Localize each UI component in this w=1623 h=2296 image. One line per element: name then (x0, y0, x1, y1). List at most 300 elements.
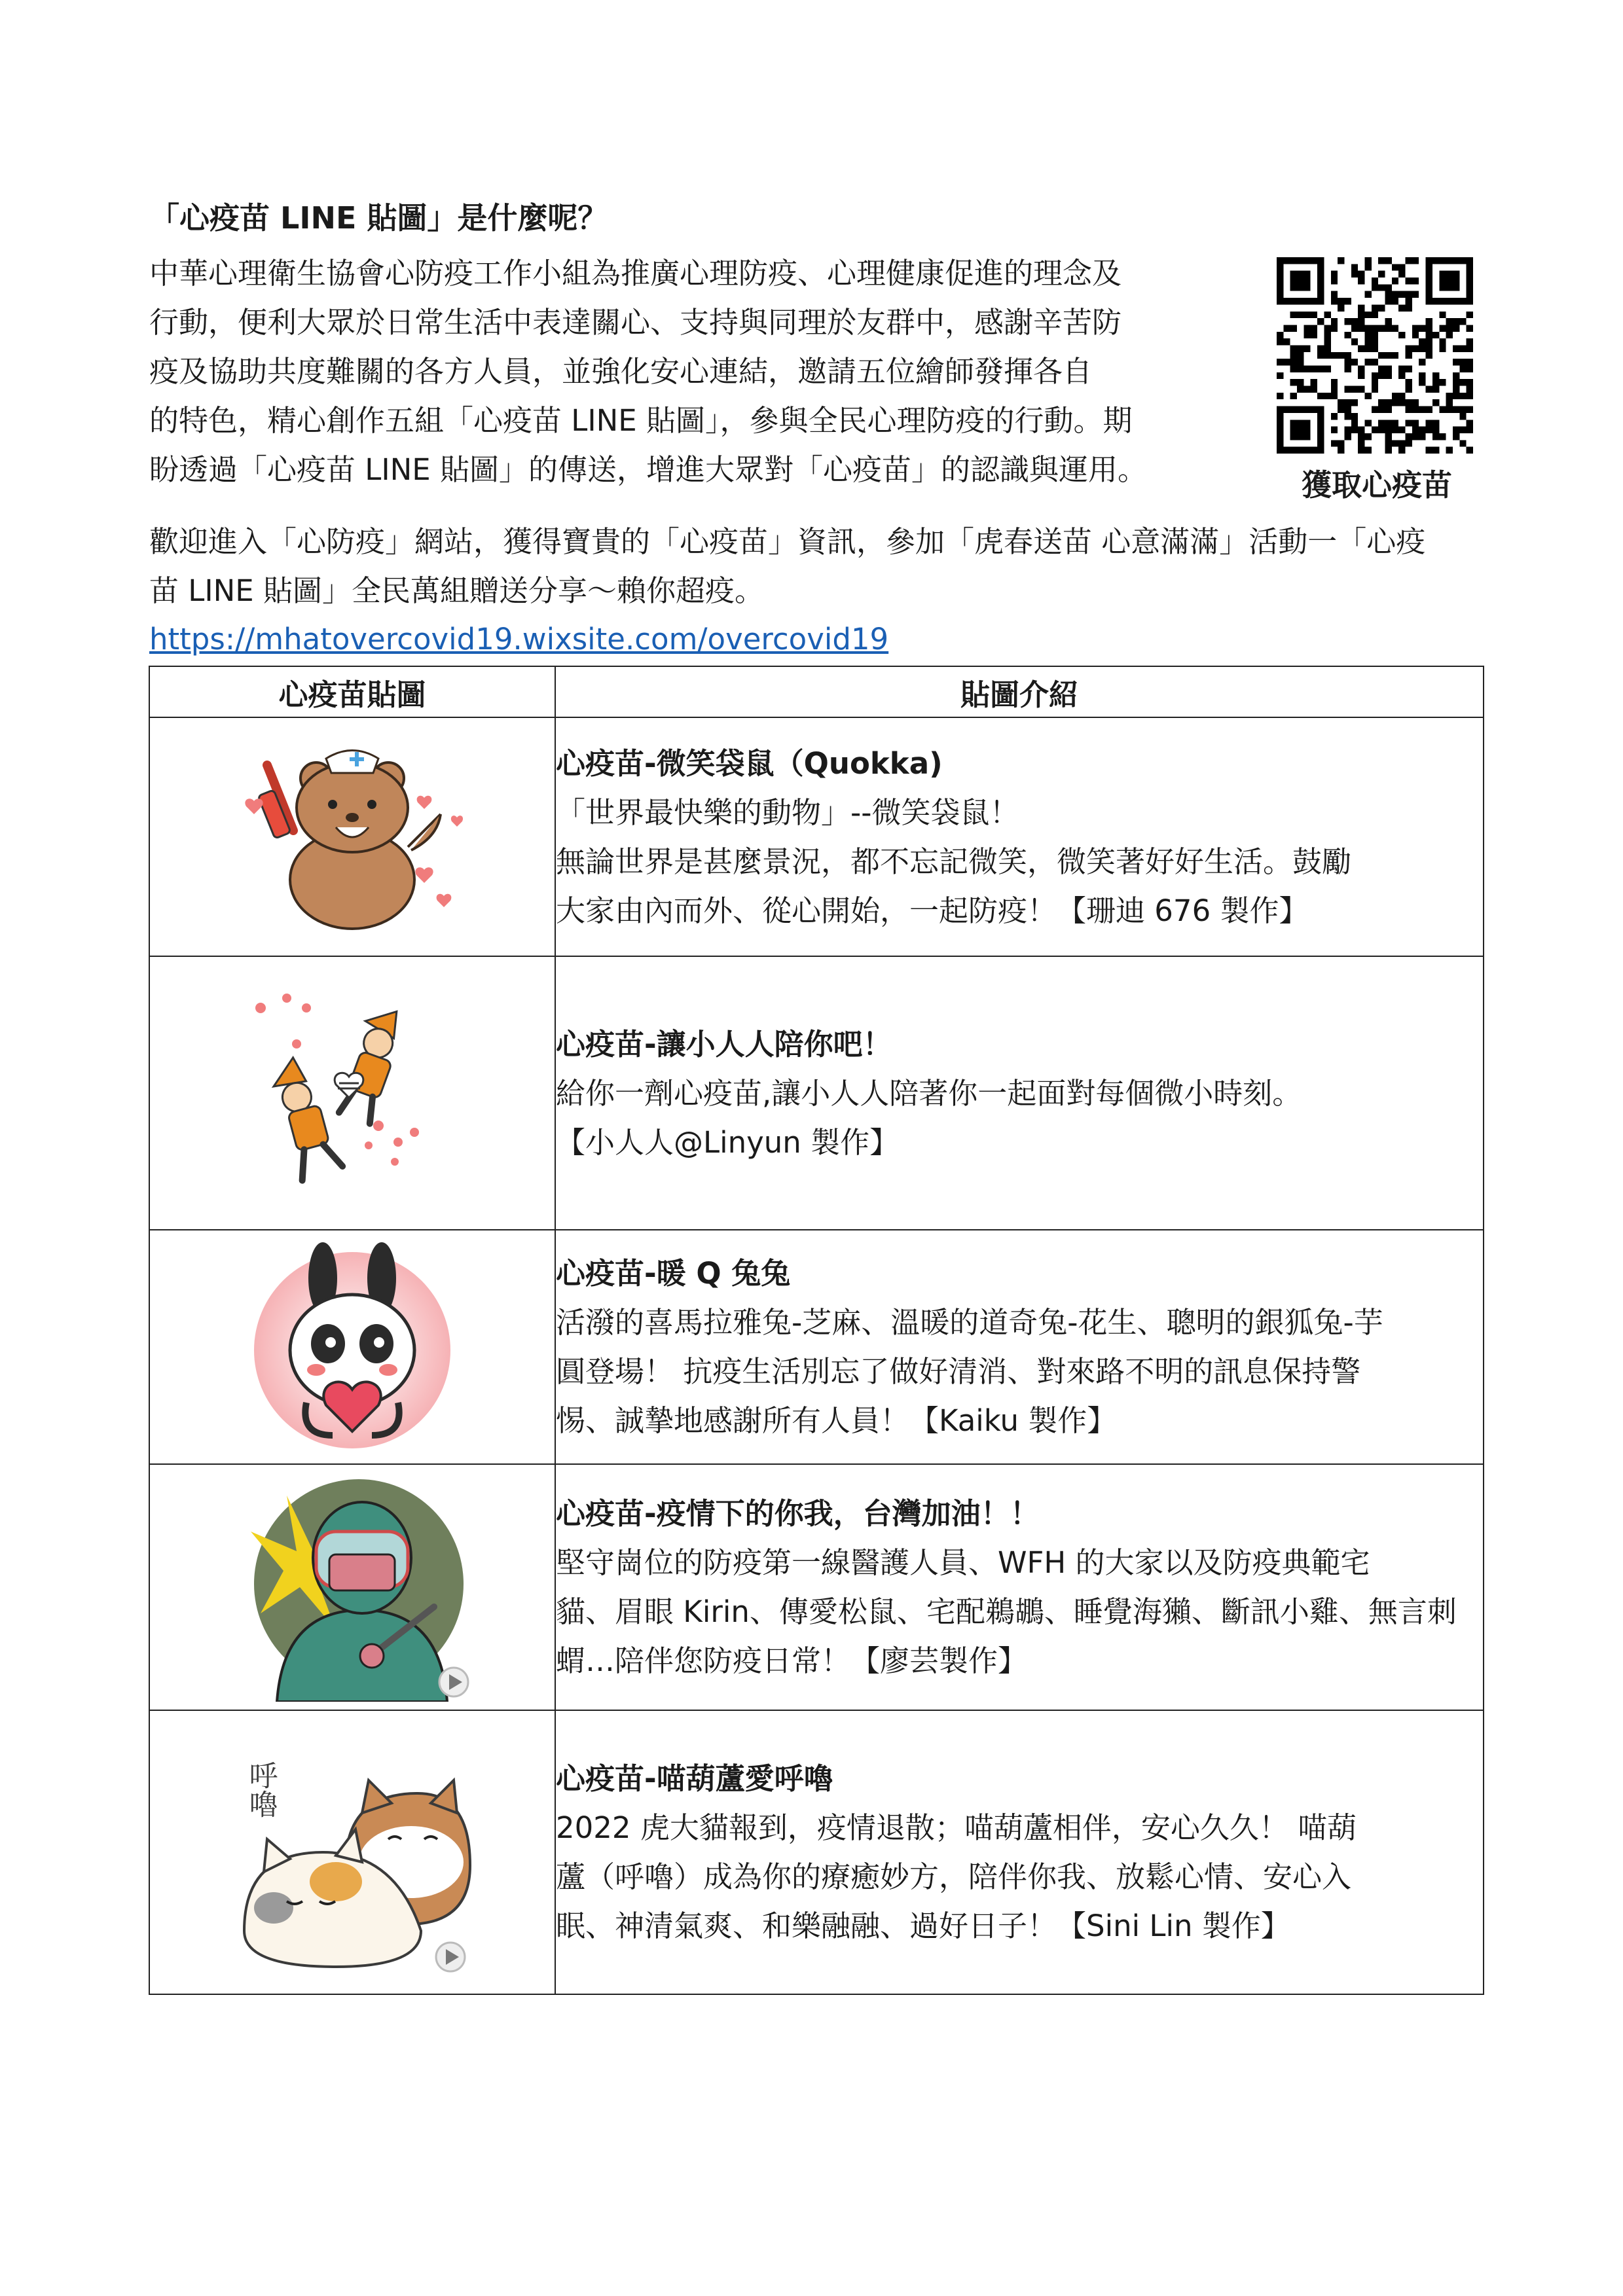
section-heading: 「心疫苗 LINE 貼圖」是什麼呢？ (149, 200, 608, 236)
qr-module (1406, 433, 1412, 440)
qr-module (1364, 393, 1371, 399)
qr-module (1297, 345, 1304, 351)
qr-module (1344, 366, 1351, 372)
qr-module (1290, 393, 1297, 399)
qr-module (1406, 298, 1412, 304)
qr-module (1398, 372, 1405, 379)
qr-module (1372, 372, 1378, 379)
qr-module (1364, 345, 1371, 351)
qr-module (1453, 325, 1459, 331)
table-row (149, 1230, 1484, 1464)
qr-module (1453, 318, 1459, 325)
qr-module (1385, 440, 1392, 446)
qr-module (1324, 332, 1330, 338)
qr-module (1453, 386, 1459, 393)
qr-module (1439, 406, 1446, 413)
qr-module (1419, 433, 1425, 440)
qr-module (1453, 372, 1459, 379)
qr-module (1459, 379, 1466, 386)
intro-line: 行動，便利大眾於日常生活中表達關心、支持與同理於友群中，感謝辛苦防 (149, 305, 1122, 340)
qr-module (1338, 447, 1344, 454)
qr-code[interactable] (1277, 257, 1473, 454)
qr-module (1338, 399, 1344, 406)
qr-module (1324, 312, 1330, 318)
qr-module (1344, 433, 1351, 440)
sticker-desc-line: 無論世界是甚麼景況，都不忘記微笑，微笑著好好生活。鼓勵 (556, 844, 1352, 879)
qr-module (1392, 325, 1398, 331)
qr-module (1311, 366, 1317, 372)
website-link[interactable]: https://mhatovercovid19.wixsite.com/overcovid19 (149, 622, 889, 656)
qr-module (1426, 332, 1432, 338)
qr-module (1412, 257, 1419, 264)
qr-module (1385, 284, 1392, 291)
qr-module (1372, 312, 1378, 318)
qr-module (1419, 345, 1425, 351)
qr-module (1446, 325, 1453, 331)
sticker-image-cell (149, 1230, 555, 1464)
qr-module (1331, 271, 1338, 278)
qr-module (1344, 359, 1351, 365)
qr-module (1412, 291, 1419, 298)
qr-module (1311, 312, 1317, 318)
sticker-title: 心疫苗-讓小人人陪你吧！ (556, 1026, 892, 1062)
qr-module (1324, 366, 1330, 372)
qr-module (1290, 345, 1297, 351)
sticker-title: 心疫苗-疫情下的你我，台灣加油！！ (556, 1496, 1040, 1531)
qr-module (1392, 427, 1398, 433)
qr-module (1432, 399, 1439, 406)
qr-module (1378, 257, 1385, 264)
qr-module (1406, 345, 1412, 351)
qr-module (1467, 366, 1473, 372)
qr-module (1344, 318, 1351, 325)
quokka-nurse-sticker[interactable] (228, 739, 477, 935)
welcome-paragraph (149, 517, 1485, 615)
qr-module (1358, 433, 1364, 440)
qr-module (1398, 440, 1405, 446)
qr-module (1439, 345, 1446, 351)
qr-module (1344, 386, 1351, 393)
qr-module (1364, 264, 1371, 270)
qr-module (1364, 447, 1371, 454)
qr-module (1385, 433, 1392, 440)
qr-module (1290, 312, 1297, 318)
qr-module (1338, 304, 1344, 311)
qr-module (1283, 359, 1290, 365)
sticker-purr-text: 呼嚕 (244, 1761, 278, 1818)
qr-module (1432, 372, 1439, 379)
qr-module (1398, 427, 1405, 433)
qr-module (1412, 278, 1419, 284)
sticker-desc-line: 2022 虎大貓報到，疫情退散；喵葫蘆相伴，安心久久！ 喵葫 (556, 1810, 1357, 1845)
qr-module (1426, 406, 1432, 413)
qr-module (1406, 291, 1412, 298)
qr-module (1467, 406, 1473, 413)
sticker-text-cell (555, 956, 1484, 1230)
qr-module (1372, 332, 1378, 338)
qr-module (1406, 399, 1412, 406)
qr-module (1467, 338, 1473, 345)
qr-module (1412, 427, 1419, 433)
qr-module (1459, 393, 1466, 399)
qr-module (1324, 393, 1330, 399)
qr-module (1351, 325, 1358, 331)
qr-module (1290, 325, 1297, 331)
qr-module (1398, 271, 1405, 278)
sticker-desc-line: 給你一劑心疫苗,讓小人人陪著你一起面對每個微小時刻。 (556, 1075, 1302, 1111)
sticker-text-cell (555, 1230, 1484, 1464)
qr-module (1372, 338, 1378, 345)
table-row (149, 956, 1484, 1230)
qr-module (1406, 304, 1412, 311)
qr-module (1378, 406, 1385, 413)
qr-module (1331, 440, 1338, 446)
qr-module (1432, 427, 1439, 433)
qr-module (1311, 386, 1317, 393)
sticker-image-cell (149, 956, 555, 1230)
qr-module (1372, 379, 1378, 386)
qr-module (1351, 420, 1358, 426)
qr-module (1297, 352, 1304, 359)
qr-module (1378, 366, 1385, 372)
qr-module (1453, 345, 1459, 351)
qr-module (1385, 318, 1392, 325)
qr-module (1398, 447, 1405, 454)
qr-module (1304, 325, 1310, 331)
qr-module (1398, 399, 1405, 406)
sticker-desc-line: 蝟…陪伴您防疫日常！【廖芸製作】 (556, 1643, 1028, 1678)
qr-module (1406, 406, 1412, 413)
qr-module (1283, 325, 1290, 331)
qr-module (1426, 325, 1432, 331)
gourd-cats-sticker[interactable] (228, 1721, 477, 1983)
qr-module (1297, 386, 1304, 393)
qr-module (1358, 304, 1364, 311)
qr-module (1385, 291, 1392, 298)
qr-module (1378, 271, 1385, 278)
qr-module (1385, 372, 1392, 379)
qr-module (1331, 318, 1338, 325)
qr-module (1324, 325, 1330, 331)
qr-module (1459, 440, 1466, 446)
qr-module (1331, 325, 1338, 331)
qr-module (1277, 338, 1283, 345)
qr-module (1432, 379, 1439, 386)
qr-module (1378, 420, 1385, 426)
qr-module (1439, 338, 1446, 345)
header-sticker: 心疫苗貼圖 (149, 666, 555, 717)
qr-module (1419, 359, 1425, 365)
qr-module (1467, 420, 1473, 426)
qr-module (1406, 257, 1412, 264)
sticker-desc-line: 貓、眉眼 Kirin、傳愛松鼠、宅配鵜鶘、睡覺海獺、斷訊小雞、無言刺 (556, 1594, 1457, 1629)
qr-module (1351, 359, 1358, 365)
qr-module (1392, 264, 1398, 270)
qr-module (1378, 304, 1385, 311)
header-intro: 貼圖介紹 (555, 666, 1484, 717)
qr-module (1324, 345, 1330, 351)
qr-module (1392, 278, 1398, 284)
qr-module (1439, 379, 1446, 386)
sticker-desc-line: 惕、誠摯地感謝所有人員！【Kaiku 製作】 (556, 1403, 1117, 1438)
qr-module (1392, 393, 1398, 399)
qr-module (1426, 420, 1432, 426)
qr-module (1459, 427, 1466, 433)
qr-module (1385, 352, 1392, 359)
qr-module (1364, 420, 1371, 426)
qr-module (1453, 379, 1459, 386)
qr-module (1392, 440, 1398, 446)
qr-module (1351, 427, 1358, 433)
qr-module (1351, 386, 1358, 393)
qr-module (1358, 427, 1364, 433)
qr-module (1385, 420, 1392, 426)
qr-module (1358, 447, 1364, 454)
qr-module (1290, 359, 1297, 365)
qr-module (1358, 318, 1364, 325)
qr-module (1439, 312, 1446, 318)
qr-module (1331, 291, 1338, 298)
sticker-desc-line: 「世界最快樂的動物」--微笑袋鼠！ (556, 795, 1019, 830)
qr-module (1372, 278, 1378, 284)
qr-module (1344, 406, 1351, 413)
intro-line: 中華心理衛生協會心防疫工作小組為推廣心理防疫、心理健康促進的理念及 (149, 256, 1122, 291)
qr-module (1297, 366, 1304, 372)
qr-module (1412, 332, 1419, 338)
qr-module (1406, 440, 1412, 446)
sticker-title: 心疫苗-暖 Q 兔兔 (556, 1256, 791, 1291)
sticker-desc-line: 堅守崗位的防疫第一線醫護人員、WFH 的大家以及防疫典範宅 (556, 1545, 1370, 1580)
qr-module (1453, 359, 1459, 365)
sticker-desc-line: 大家由內而外、從心開始，一起防疫！【珊迪 676 製作】 (556, 893, 1309, 928)
qr-module (1283, 338, 1290, 345)
qr-module (1317, 352, 1324, 359)
qr-module (1364, 312, 1371, 318)
qr-module (1467, 447, 1473, 454)
qr-module (1338, 257, 1344, 264)
intro-line: 盼透過「心疫苗 LINE 貼圖」的傳送，增進大眾對「心疫苗」的認識與運用。 (149, 452, 1148, 487)
qr-module (1351, 338, 1358, 345)
table-row (149, 1464, 1484, 1710)
sticker-image-cell (149, 1710, 555, 1994)
table-row (149, 717, 1484, 956)
qr-module (1467, 312, 1473, 318)
qr-module (1378, 352, 1385, 359)
qr-module (1331, 278, 1338, 284)
qr-module (1453, 393, 1459, 399)
qr-module (1412, 325, 1419, 331)
qr-module (1304, 366, 1310, 372)
qr-module (1351, 318, 1358, 325)
qr-module (1304, 345, 1310, 351)
qr-module (1392, 420, 1398, 426)
qr-module (1406, 352, 1412, 359)
qr-module (1372, 284, 1378, 291)
qr-module (1351, 413, 1358, 420)
qr-module (1432, 386, 1439, 393)
qr-module (1338, 440, 1344, 446)
medical-worker-sticker[interactable] (231, 1473, 473, 1702)
table-header-row (149, 666, 1484, 717)
qr-module (1372, 325, 1378, 331)
qr-module (1446, 332, 1453, 338)
qr-module (1277, 372, 1283, 379)
qr-module (1385, 366, 1392, 372)
qr-module (1311, 325, 1317, 331)
qr-module (1459, 359, 1466, 365)
sticker-image-cell (149, 1464, 555, 1710)
sticker-title: 心疫苗-微笑袋鼠（Quokka) (556, 745, 943, 781)
qr-module (1385, 325, 1392, 331)
qr-module (1398, 304, 1405, 311)
qr-module (1412, 433, 1419, 440)
qr-module (1467, 427, 1473, 433)
qr-module (1446, 447, 1453, 454)
qr-module (1432, 332, 1439, 338)
qr-module (1277, 359, 1283, 365)
qr-module (1459, 366, 1466, 372)
qr-module (1406, 379, 1412, 386)
qr-module (1358, 440, 1364, 446)
qr-module (1358, 278, 1364, 284)
qr-module (1331, 298, 1338, 304)
qr-module (1453, 406, 1459, 413)
qr-module (1406, 366, 1412, 372)
qr-module (1344, 413, 1351, 420)
qr-module (1331, 393, 1338, 399)
sticker-table (149, 666, 1484, 1995)
qr-module (1358, 325, 1364, 331)
qr-module (1426, 338, 1432, 345)
sticker-desc-line: 活潑的喜馬拉雅兔-芝麻、溫暖的道奇兔-花生、聰明的銀狐兔-芋 (556, 1305, 1383, 1340)
qr-module (1392, 298, 1398, 304)
qr-module (1385, 447, 1392, 454)
qr-module (1358, 312, 1364, 318)
qr-module (1358, 372, 1364, 379)
qr-module (1372, 386, 1378, 393)
qr-module (1446, 399, 1453, 406)
qr-module (1378, 372, 1385, 379)
qr-module (1398, 332, 1405, 338)
qr-module (1311, 379, 1317, 386)
qr-module (1432, 447, 1439, 454)
qr-module (1453, 433, 1459, 440)
welcome-line: 歡迎進入「心防疫」網站，獲得寶貴的「心疫苗」資訊，參加「虎春送苗 心意滿滿」活動一「心疫 (149, 524, 1426, 559)
sticker-desc-line: 蘆（呼嚕）成為你的療癒妙方，陪伴你我、放鬆心情、安心入 (556, 1859, 1352, 1894)
qr-module (1297, 312, 1304, 318)
sticker-text-cell (555, 1464, 1484, 1710)
qr-module (1317, 366, 1324, 372)
qr-module (1385, 399, 1392, 406)
qr-module (1358, 271, 1364, 278)
qr-module (1398, 264, 1405, 270)
qr-module (1467, 393, 1473, 399)
qr-module (1378, 284, 1385, 291)
qr-module (1351, 399, 1358, 406)
qr-module (1364, 291, 1371, 298)
qr-module (1467, 345, 1473, 351)
qr-module (1439, 325, 1446, 331)
qr-module (1372, 304, 1378, 311)
qr-module (1406, 278, 1412, 284)
sticker-desc-line: 眠、神清氣爽、和樂融融、過好日子！【Sini Lin 製作】 (556, 1909, 1290, 1943)
qr-module (1297, 359, 1304, 365)
qr-module (1372, 406, 1378, 413)
qr-module (1419, 427, 1425, 433)
rabbit-heart-sticker[interactable] (244, 1239, 460, 1455)
qr-module (1364, 325, 1371, 331)
qr-module (1331, 413, 1338, 420)
sticker-desc-line: 【小人人@Linyun 製作】 (556, 1124, 900, 1160)
qr-module (1467, 325, 1473, 331)
qr-module (1412, 345, 1419, 351)
qr-module (1324, 338, 1330, 345)
qr-module (1426, 447, 1432, 454)
table-row (149, 1710, 1484, 1994)
qr-module (1432, 420, 1439, 426)
qr-module (1412, 406, 1419, 413)
qr-module (1378, 325, 1385, 331)
intro-line: 疫及協助共度難關的各方人員，並強化安心連結，邀請五位繪師發揮各自 (149, 354, 1093, 389)
qr-module (1398, 366, 1405, 372)
qr-module (1467, 386, 1473, 393)
qr-module (1338, 352, 1344, 359)
sticker-image-cell (149, 717, 555, 956)
qr-module (1311, 332, 1317, 338)
qr-module (1419, 379, 1425, 386)
qr-module (1344, 399, 1351, 406)
qr-module (1372, 427, 1378, 433)
qr-module (1467, 359, 1473, 365)
qr-module (1419, 406, 1425, 413)
qr-module (1426, 386, 1432, 393)
qr-module (1426, 345, 1432, 351)
qr-module (1304, 312, 1310, 318)
qr-module (1446, 393, 1453, 399)
qr-module (1432, 433, 1439, 440)
qr-module (1406, 420, 1412, 426)
sticker-desc-line: 圓登場！ 抗疫生活別忘了做好清消、對來路不明的訊息保持警 (556, 1354, 1361, 1389)
qr-module (1364, 338, 1371, 345)
qr-module (1412, 399, 1419, 406)
qr-module (1446, 406, 1453, 413)
qr-module (1351, 271, 1358, 278)
qr-module (1419, 325, 1425, 331)
qr-module (1304, 386, 1310, 393)
qr-label: 獲取心疫苗 (1302, 467, 1452, 503)
qr-module (1453, 427, 1459, 433)
qr-module (1344, 427, 1351, 433)
qr-module (1385, 427, 1392, 433)
qr-module (1331, 427, 1338, 433)
qr-module (1385, 257, 1392, 264)
qr-module (1392, 291, 1398, 298)
intro-paragraph (149, 249, 1223, 494)
qr-module (1406, 386, 1412, 393)
qr-module (1290, 379, 1297, 386)
qr-module (1419, 372, 1425, 379)
sticker-text-cell (555, 1710, 1484, 1994)
qr-module (1297, 379, 1304, 386)
qr-module (1372, 359, 1378, 365)
qr-module (1446, 318, 1453, 325)
qr-module (1338, 406, 1344, 413)
qr-module (1331, 352, 1338, 359)
qr-module (1385, 406, 1392, 413)
qr-module (1344, 352, 1351, 359)
little-people-sticker[interactable] (234, 982, 470, 1204)
qr-module (1372, 345, 1378, 351)
